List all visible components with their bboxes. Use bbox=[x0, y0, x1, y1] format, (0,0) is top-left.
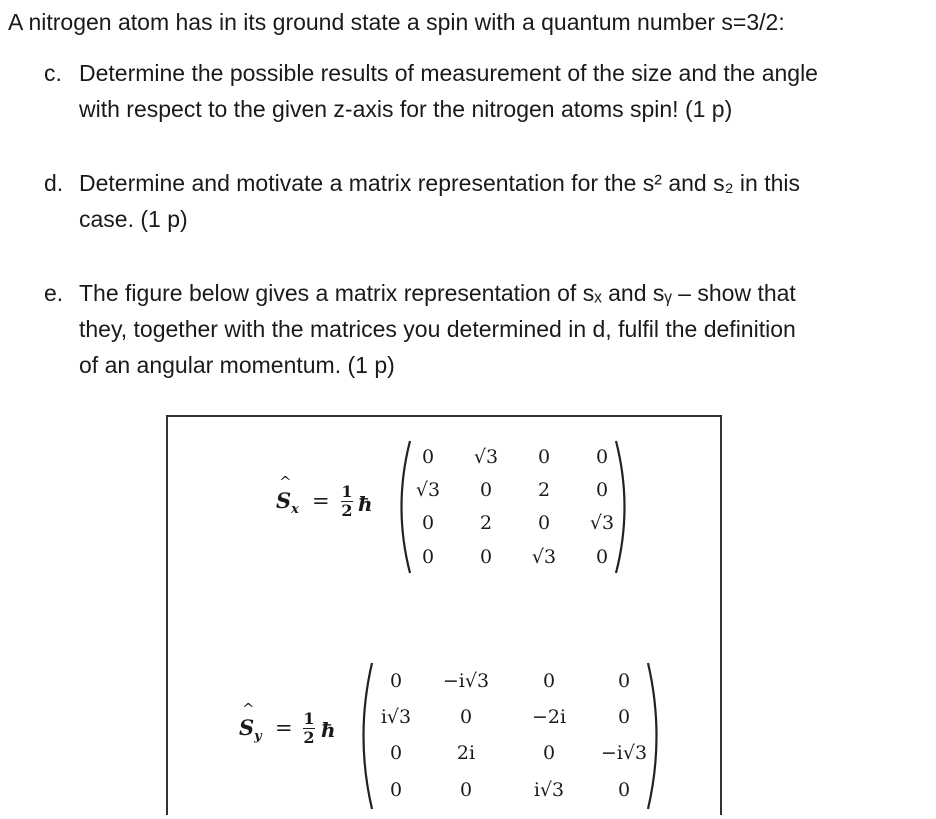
item-line: case. (1 p) bbox=[79, 206, 188, 232]
item-text bbox=[79, 165, 919, 237]
matrix-cell: 2 bbox=[537, 479, 551, 501]
operator-letter: S bbox=[276, 488, 292, 513]
matrix-cell: 0 bbox=[617, 670, 631, 692]
operator-subscript: y bbox=[254, 729, 262, 744]
operator-letter: S bbox=[239, 715, 255, 740]
equals-sign: = bbox=[275, 716, 293, 740]
matrix-cell: 0 bbox=[421, 512, 435, 534]
matrix-cell: 2i bbox=[456, 742, 476, 764]
operator-subscript: x bbox=[291, 502, 299, 517]
fraction-denominator: 2 bbox=[303, 728, 315, 747]
matrix-cell: i√3 bbox=[533, 779, 565, 801]
hbar-symbol: ħ bbox=[321, 718, 336, 742]
matrix-cell: 0 bbox=[421, 546, 435, 568]
item-line: they, together with the matrices you determined in d, fulfil the definition bbox=[79, 316, 796, 342]
matrix-cell: 0 bbox=[617, 779, 631, 801]
matrix-cell: √3 bbox=[473, 446, 499, 468]
item-line: with respect to the given z-axis for the nitrogen atoms spin! (1 p) bbox=[79, 96, 733, 122]
operator-symbol bbox=[276, 473, 299, 517]
fraction-denominator: 2 bbox=[341, 501, 353, 520]
matrix-cell: 0 bbox=[389, 670, 403, 692]
matrix-cell: 0 bbox=[421, 446, 435, 468]
matrix-cell: 0 bbox=[542, 670, 556, 692]
operator-hat: ^ bbox=[242, 700, 255, 718]
matrix-cell: 0 bbox=[479, 546, 493, 568]
matrix-cell: 0 bbox=[595, 546, 609, 568]
matrix-cell: 0 bbox=[595, 446, 609, 468]
item-line: Determine the possible results of measurement of the size and the angle bbox=[79, 60, 818, 86]
spin-y-matrix bbox=[168, 649, 724, 819]
item-letter: c. bbox=[44, 60, 62, 86]
operator-hat: ^ bbox=[279, 473, 292, 491]
equals-sign: = bbox=[312, 489, 330, 513]
matrix-cell: −i√3 bbox=[600, 742, 648, 764]
item-text bbox=[79, 275, 919, 383]
matrix-cell: √3 bbox=[531, 546, 557, 568]
matrix-cell: 0 bbox=[389, 779, 403, 801]
item-line: of an angular momentum. (1 p) bbox=[79, 352, 395, 378]
matrix-cell: −i√3 bbox=[442, 670, 490, 692]
operator-symbol bbox=[239, 700, 262, 744]
matrix-figure bbox=[166, 415, 722, 815]
spin-x-matrix bbox=[168, 417, 724, 587]
one-half-fraction bbox=[340, 483, 354, 520]
matrix-cell: √3 bbox=[415, 479, 441, 501]
one-half-fraction bbox=[302, 710, 316, 747]
matrix-cell: 0 bbox=[595, 479, 609, 501]
matrix-cell: 0 bbox=[537, 446, 551, 468]
matrix-cell: 0 bbox=[617, 706, 631, 728]
matrix-cell: i√3 bbox=[380, 706, 412, 728]
matrix-cell: 2 bbox=[479, 512, 493, 534]
matrix-cell: 0 bbox=[459, 706, 473, 728]
fraction-numerator: 1 bbox=[341, 482, 353, 501]
matrix-cell: 0 bbox=[542, 742, 556, 764]
matrix-cell: √3 bbox=[589, 512, 615, 534]
item-line: The figure below gives a matrix representation of sₓ and sᵧ – show that bbox=[79, 280, 796, 306]
item-letter: e. bbox=[44, 280, 64, 306]
item-line: Determine and motivate a matrix representation for the s² and s₂ in this bbox=[79, 170, 800, 196]
matrix-cell: 0 bbox=[459, 779, 473, 801]
matrix-cell: 0 bbox=[479, 479, 493, 501]
matrix-cell: −2i bbox=[531, 706, 567, 728]
fraction-numerator: 1 bbox=[303, 709, 315, 728]
matrix-cell: 0 bbox=[389, 742, 403, 764]
matrix-cell: 0 bbox=[537, 512, 551, 534]
item-letter: d. bbox=[44, 170, 64, 196]
item-text bbox=[79, 55, 919, 127]
hbar-symbol: ħ bbox=[358, 492, 373, 516]
problem-intro: A nitrogen atom has in its ground state a spin with a quantum number s=3/2: bbox=[8, 9, 785, 35]
